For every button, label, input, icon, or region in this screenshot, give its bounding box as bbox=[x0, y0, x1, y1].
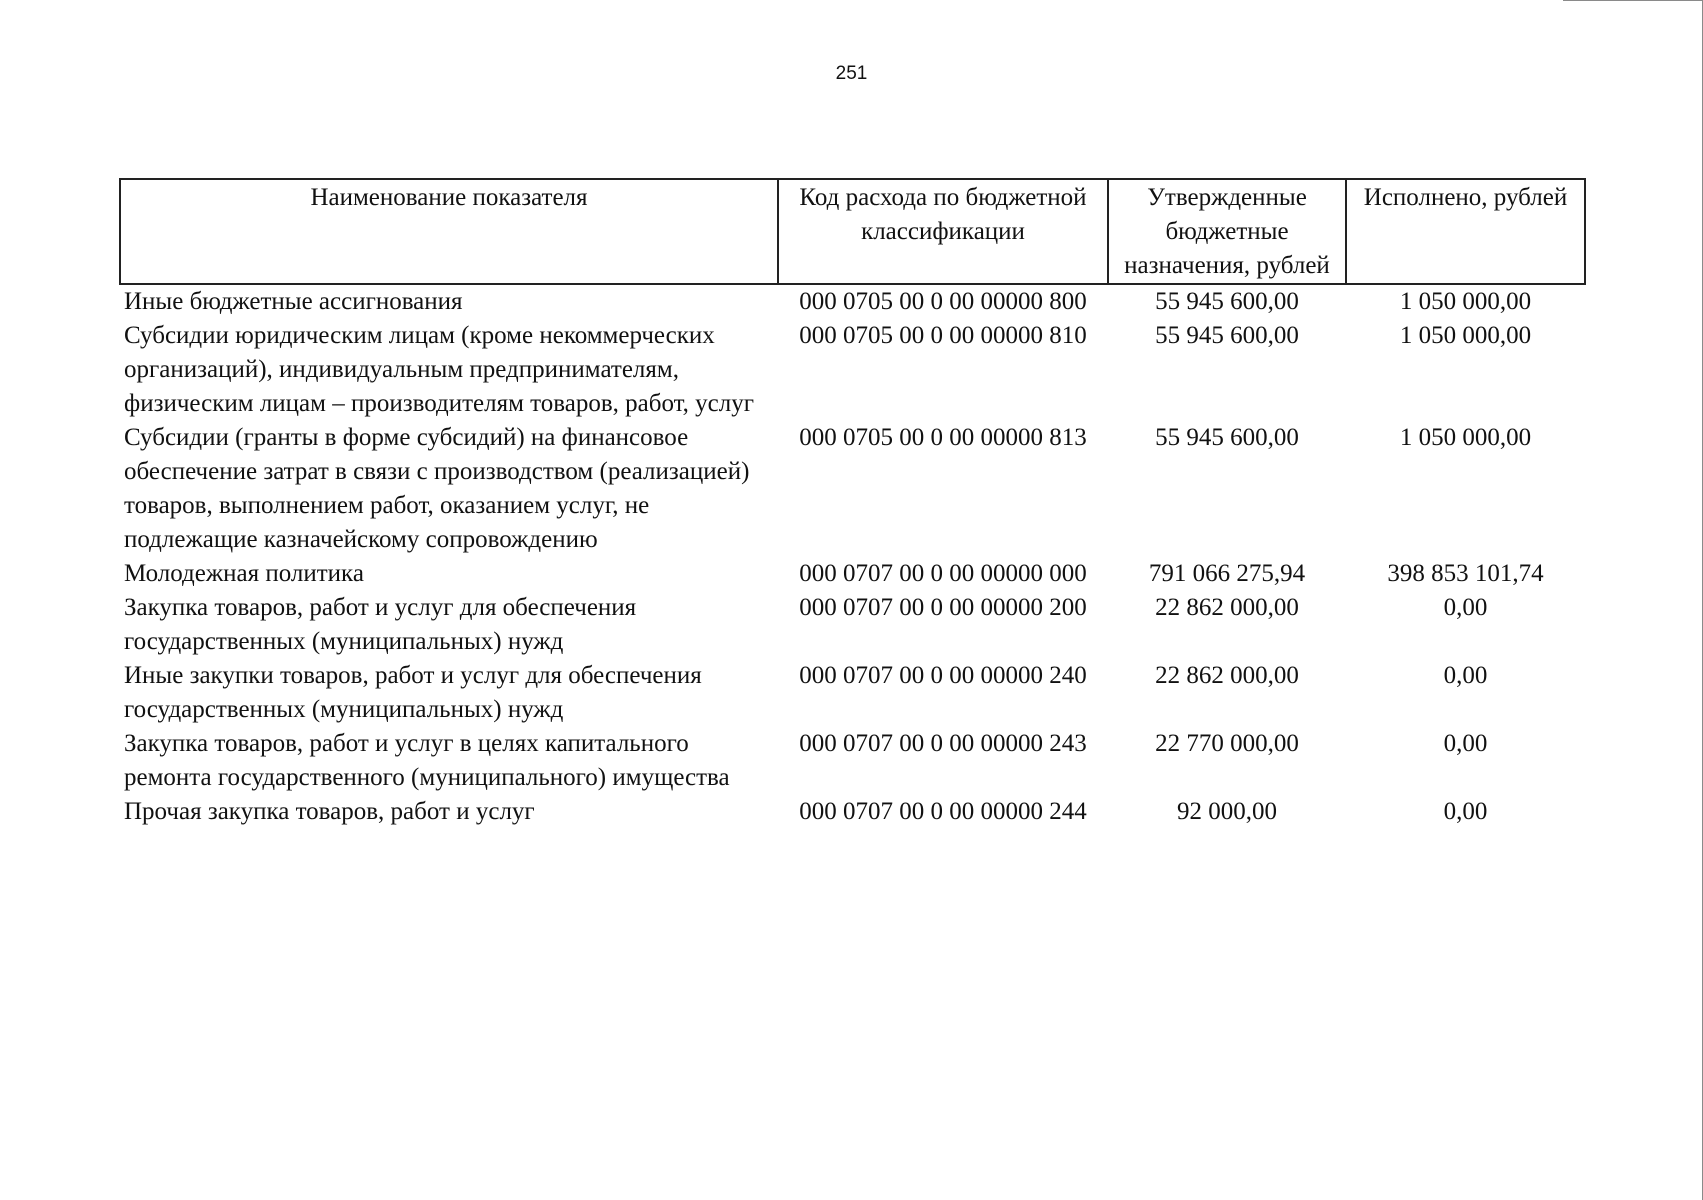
row-indicator-name: Иные бюджетные ассигнования bbox=[124, 288, 463, 315]
scan-edge-top bbox=[1563, 0, 1703, 1]
budget-execution-table bbox=[119, 178, 1586, 829]
row-indicator-name: Прочая закупка товаров, работ и услуг bbox=[124, 798, 535, 825]
table-row bbox=[120, 284, 1585, 319]
page-number: 251 bbox=[835, 63, 868, 84]
table-row bbox=[120, 727, 1585, 795]
row-indicator-name: Молодежная политика bbox=[124, 560, 364, 587]
row-indicator-name: Иные закупки товаров, работ и услуг для обеспечения государственных (муниципальных) нужд bbox=[124, 662, 702, 723]
table-row bbox=[120, 659, 1585, 727]
row-executed-amount: 398 853 101,74 bbox=[1387, 560, 1544, 587]
row-budget-code: 000 0705 00 0 00 00000 813 bbox=[799, 424, 1087, 451]
row-budget-code: 000 0705 00 0 00 00000 810 bbox=[799, 322, 1087, 349]
row-budget-code: 000 0707 00 0 00 00000 240 bbox=[799, 662, 1087, 689]
row-budget-code: 000 0707 00 0 00 00000 243 bbox=[799, 730, 1087, 757]
row-budget-code: 000 0705 00 0 00 00000 800 bbox=[799, 288, 1087, 315]
row-approved-amount: 22 770 000,00 bbox=[1155, 730, 1299, 757]
table-row bbox=[120, 795, 1585, 829]
header-approved-amount: Утвержденные бюджетные назначения, рублей bbox=[1108, 179, 1346, 284]
table-row bbox=[120, 557, 1585, 591]
header-executed-amount: Исполнено, рублей bbox=[1346, 179, 1585, 284]
row-budget-code: 000 0707 00 0 00 00000 200 bbox=[799, 594, 1087, 621]
row-executed-amount: 0,00 bbox=[1443, 662, 1488, 689]
row-indicator-name: Субсидии (гранты в форме субсидий) на финансовое обеспечение затрат в связи с производством (реализацией) товаров, выполнением работ, оказанием услуг, не подлежащие казначейскому сопровождению bbox=[124, 424, 750, 553]
row-budget-code: 000 0707 00 0 00 00000 000 bbox=[799, 560, 1087, 587]
table-row bbox=[120, 591, 1585, 659]
table-header bbox=[120, 179, 1585, 284]
table-body bbox=[120, 284, 1585, 829]
row-executed-amount: 1 050 000,00 bbox=[1399, 322, 1532, 349]
row-indicator-name: Закупка товаров, работ и услуг в целях капитального ремонта государственного (муниципального) имущества bbox=[124, 730, 730, 791]
row-indicator-name: Субсидии юридическим лицам (кроме некоммерческих организаций), индивидуальным предпринимателям, физическим лицам – производителям товаров, работ, услуг bbox=[124, 322, 755, 417]
row-executed-amount: 1 050 000,00 bbox=[1399, 288, 1532, 315]
header-indicator-name: Наименование показателя bbox=[120, 179, 778, 284]
row-indicator-name: Закупка товаров, работ и услуг для обеспечения государственных (муниципальных) нужд bbox=[124, 594, 637, 655]
row-approved-amount: 791 066 275,94 bbox=[1148, 560, 1306, 587]
row-approved-amount: 55 945 600,00 bbox=[1155, 424, 1299, 451]
row-executed-amount: 0,00 bbox=[1443, 798, 1488, 825]
header-budget-code: Код расхода по бюджетной классификации bbox=[778, 179, 1108, 284]
row-approved-amount: 55 945 600,00 bbox=[1155, 322, 1299, 349]
table-row bbox=[120, 319, 1585, 421]
row-approved-amount: 22 862 000,00 bbox=[1155, 594, 1299, 621]
row-approved-amount: 92 000,00 bbox=[1177, 798, 1277, 825]
table-row bbox=[120, 421, 1585, 557]
row-executed-amount: 0,00 bbox=[1443, 594, 1488, 621]
row-approved-amount: 55 945 600,00 bbox=[1155, 288, 1299, 315]
row-approved-amount: 22 862 000,00 bbox=[1155, 662, 1299, 689]
row-executed-amount: 1 050 000,00 bbox=[1399, 424, 1532, 451]
row-budget-code: 000 0707 00 0 00 00000 244 bbox=[799, 798, 1087, 825]
row-executed-amount: 0,00 bbox=[1443, 730, 1488, 757]
header-row bbox=[120, 179, 1585, 284]
